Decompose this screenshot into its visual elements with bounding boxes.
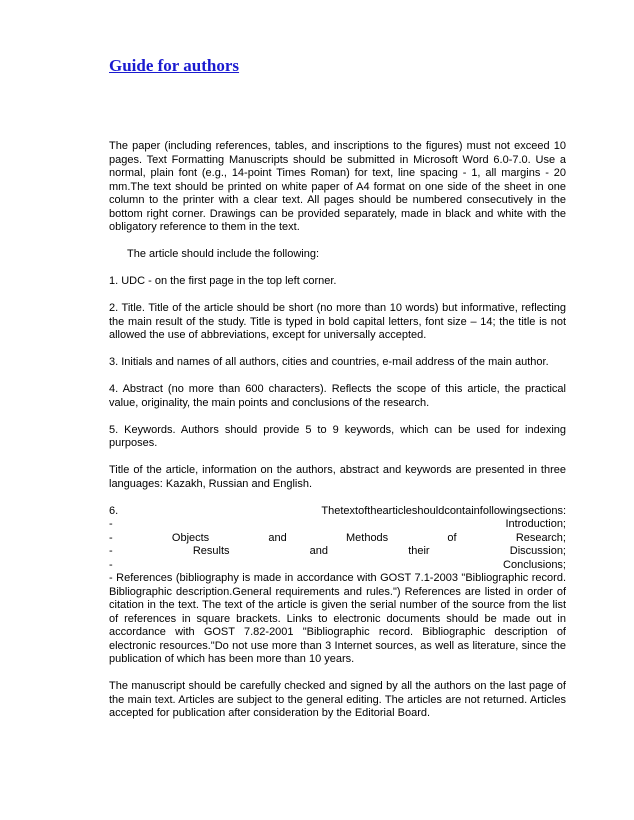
document-body <box>109 140 566 734</box>
item-title: 2. Title. Title of the article should be short (no more than 10 words) but informative, reflecting the main result of the study. Title is typed in bold capital letters, font size – 14; the title is not allowed the use of abbreviations, except for universally accepted. <box>109 302 566 341</box>
dash: - <box>109 518 113 530</box>
word: Objects <box>171 531 210 544</box>
word: of <box>447 531 457 544</box>
dash: - <box>109 558 113 571</box>
page-title[interactable]: Guide for authors <box>109 56 240 75</box>
word: and <box>268 531 287 544</box>
section-conclusions: Conclusions; <box>503 558 566 571</box>
item-authors: 3. Initials and names of all authors, cities and countries, e-mail address of the main author. <box>109 356 549 368</box>
dash: - <box>109 531 113 544</box>
include-lead: The article should include the following: <box>127 248 320 260</box>
section-results-row <box>109 545 566 559</box>
item-abstract: 4. Abstract (no more than 600 characters). Reflects the scope of this article, the practical value, originality, the main points and conclusions of the research. <box>109 383 566 409</box>
word: Methods <box>345 531 389 544</box>
sections-list <box>109 505 566 667</box>
word: and <box>309 545 329 557</box>
sections-number: 6. <box>109 504 119 517</box>
item-keywords: 5. Keywords. Authors should provide 5 to 9 keywords, which can be used for indexing purposes. <box>109 423 566 449</box>
section-objects-row <box>109 532 566 546</box>
word: Discussion; <box>509 545 566 557</box>
word: Results <box>192 545 230 557</box>
section-conclusions-row <box>109 559 566 573</box>
sections-heading: Thetextofthearticleshouldcontainfollowingsections: <box>321 504 566 517</box>
word: Research; <box>515 531 566 544</box>
item-udc: 1. UDC - on the first page in the top left corner. <box>109 275 337 287</box>
dash: - <box>109 545 113 557</box>
closing-paragraph: The manuscript should be carefully checked and signed by all the authors on the last page of the main text. Articles are subject to the general editing. The articles are not returned. Articles accepted for publication after consideration by the Editorial Board. <box>109 680 566 719</box>
section-introduction-row <box>109 518 566 532</box>
sections-heading-row <box>109 505 566 519</box>
item-languages: Title of the article, information on the authors, abstract and keywords are presented in three languages: Kazakh, Russian and English. <box>109 464 566 490</box>
intro-paragraph: The paper (including references, tables, and inscriptions to the figures) must not exceed 10 pages. Text Formatting Manuscripts should be submitted in Microsoft Word 6.0-7.0. Use a normal, plain font (e.g., 14-point Times Roman) for text, line spacing - 1, all margins - 20 mm.The text should be printed on white paper of A4 format on one side of the sheet in one column to the printer with a clear text. All pages should be numbered consecutively in the bottom right corner. Drawings can be provided separately, made in black and white with the obligatory reference to them in the text. <box>109 140 566 233</box>
word: their <box>408 545 430 557</box>
section-references: - References (bibliography is made in accordance with GOST 7.1-2003 "Bibliographic record. Bibliographic description.General requirements and rules.") References are listed in order of citation in the text. The text of the article is given the serial number of the source from the list of references in square brackets. Links to electronic documents should be made out in accordance with GOST 7.82-2001 "Bibliographic record. Bibliographic description of electronic resources."Do not use more than 3 Internet sources, as well as literature, since the publication of which has been more than 10 years. <box>109 572 566 665</box>
section-introduction: Introduction; <box>505 518 566 530</box>
